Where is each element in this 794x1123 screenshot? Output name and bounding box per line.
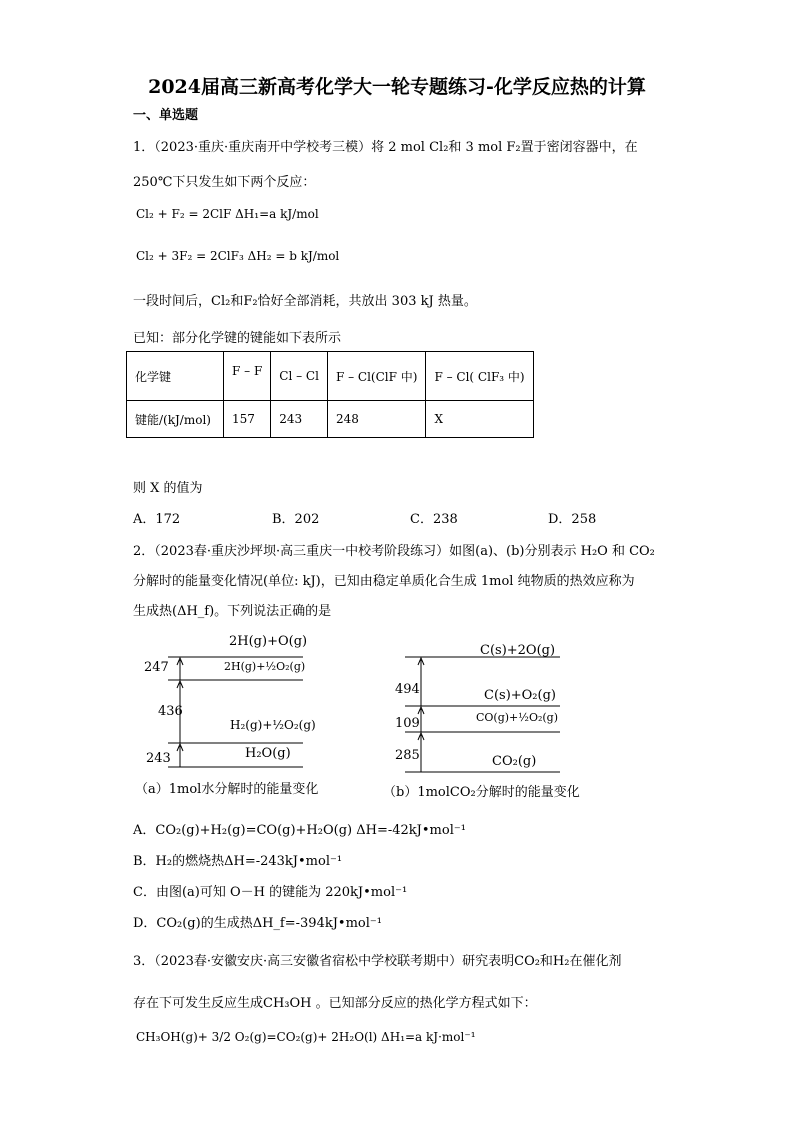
diagram-b-value: 109 xyxy=(395,716,420,731)
table-cell: F – Cl(ClF 中) xyxy=(327,352,426,401)
diagram-b-level-2: C(s)+O₂(g) xyxy=(484,688,556,703)
q2-line3: 生成热(ΔH_f)。下列说法正确的是 xyxy=(133,604,332,619)
q1-line2: 250℃下只发生如下两个反应： xyxy=(133,175,316,190)
q2-line2: 分解时的能量变化情况(单位: kJ)，已知由稳定单质化合生成 1mol 纯物质的热效应称为 xyxy=(133,574,635,589)
table-cell: 化学键 xyxy=(127,352,224,401)
table-cell: F – Cl( ClF₃ 中) xyxy=(426,352,533,401)
diagram-b-caption: （b）1molCO₂分解时的能量变化 xyxy=(383,785,580,800)
table-cell: Cl – Cl xyxy=(271,352,328,401)
q1-line1: 1．（2023·重庆·重庆南开中学校考三模）将 2 mol Cl₂和 3 mol F₂置于密闭容器中，在 xyxy=(133,140,638,155)
q2-option-b[interactable]: B．H₂的燃烧热ΔH=-243kJ•mol⁻¹ xyxy=(133,854,343,869)
diagram-a-value: 243 xyxy=(146,751,171,766)
table-cell: F – F xyxy=(224,352,271,401)
diagram-a-level-2: 2H(g)+½O₂(g) xyxy=(224,660,306,673)
section-heading: 一、单选题 xyxy=(133,108,199,123)
diagram-a-level-top: 2H(g)+O(g) xyxy=(229,634,308,649)
q3-line2: 存在下可发生反应生成CH₃OH 。已知部分反应的热化学方程式如下： xyxy=(133,996,537,1011)
page-title: 2024届高三新高考化学大一轮专题练习-化学反应热的计算 xyxy=(148,76,646,98)
q3-line1: 3．（2023春·安徽安庆·高三安徽省宿松中学校联考期中）研究表明CO₂和H₂在催化剂 xyxy=(133,954,622,969)
q2-option-d[interactable]: D．CO₂(g)的生成热ΔH_f=-394kJ•mol⁻¹ xyxy=(133,916,382,931)
table-cell: 157 xyxy=(224,401,271,438)
q1-line3: 一段时间后，Cl₂和F₂恰好全部消耗，共放出 303 kJ 热量。 xyxy=(133,294,477,309)
diagram-b-level-3: CO(g)+½O₂(g) xyxy=(476,711,558,724)
diagram-a-caption: （a）1mol水分解时的能量变化 xyxy=(135,782,319,797)
q1-line4: 已知：部分化学键的键能如下表所示 xyxy=(133,331,342,346)
q2-option-a[interactable]: A．CO₂(g)+H₂(g)=CO(g)+H₂O(g) ΔH=-42kJ•mol⁻¹ xyxy=(133,823,466,838)
q1-eq2: Cl₂ + 3F₂ = 2ClF₃ ΔH₂ = b kJ/mol xyxy=(136,249,340,263)
q1-option-a[interactable]: A．172 xyxy=(133,512,181,527)
table-cell: 243 xyxy=(271,401,328,438)
q1-ask: 则 X 的值为 xyxy=(133,481,203,496)
table-cell: 248 xyxy=(327,401,426,438)
q3-eq1: CH₃OH(g)+ 3/2 O₂(g)=CO₂(g)+ 2H₂O(l) ΔH₁=a kJ·mol⁻¹ xyxy=(136,1030,476,1044)
diagram-b-level-top: C(s)+2O(g) xyxy=(480,643,556,658)
diagram-a-value: 436 xyxy=(158,704,183,719)
q1-option-b[interactable]: B．202 xyxy=(272,512,320,527)
table-cell: 键能/(kJ/mol) xyxy=(127,401,224,438)
q1-option-d[interactable]: D．258 xyxy=(548,512,597,527)
diagram-a-level-3: H₂(g)+½O₂(g) xyxy=(230,718,316,732)
diagram-a-value: 247 xyxy=(144,660,169,675)
diagram-b-value: 285 xyxy=(395,748,420,763)
q2-line1: 2．（2023春·重庆沙坪坝·高三重庆一中校考阶段练习）如图(a)、(b)分别表示 H₂O 和 CO₂ xyxy=(133,544,655,559)
q2-option-c[interactable]: C．由图(a)可知 O－H 的键能为 220kJ•mol⁻¹ xyxy=(133,885,408,900)
diagram-b-level-bottom: CO₂(g) xyxy=(492,754,537,769)
q1-option-c[interactable]: C．238 xyxy=(410,512,458,527)
q1-eq1: Cl₂ + F₂ = 2ClF ΔH₁=a kJ/mol xyxy=(136,207,319,221)
diagram-a-level-bottom: H₂O(g) xyxy=(245,746,291,761)
table-cell: X xyxy=(426,401,533,438)
diagram-b-value: 494 xyxy=(395,682,420,697)
